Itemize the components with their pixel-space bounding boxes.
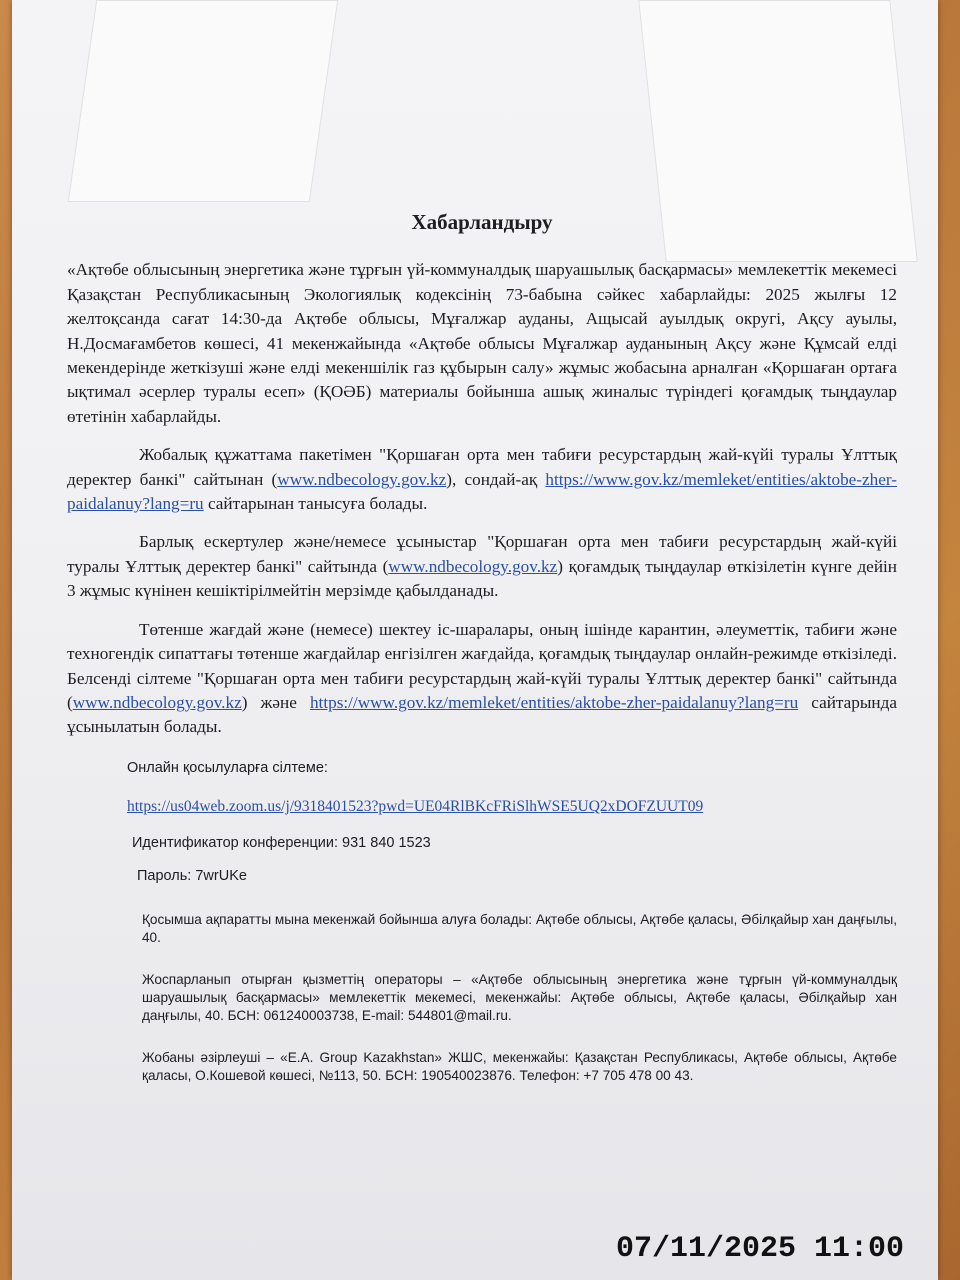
developer-info: Жобаны әзірлеуші – «E.A. Group Kazakhstan» ЖШС, мекенжайы: Қазақстан Республикасы, Ақтөбе облысы, Ақтөбе қаласы, О.Кошевой көшесі, №113, 50. БСН: 190540023876. Телефон: +7 705 478 00 43. bbox=[142, 1050, 897, 1084]
operator-info: Жоспарланып отырған қызметтің операторы – «Ақтөбе облысының энергетика және тұрғын үй-коммуналдық шаруашылық басқармасы» мемлекеттік мекемесі, мекенжайы: Ақтөбе облысы, Ақтөбе қаласы, Әбілқайыр хан даңғылы, 40. БСН: 061240003738, E-mail: 544801@mail.ru. bbox=[142, 972, 897, 1024]
conference-id: Идентификатор конференции: 931 840 1523 bbox=[132, 835, 431, 852]
photo-timestamp: 07/11/2025 11:00 bbox=[615, 1232, 904, 1266]
zoom-row bbox=[67, 795, 897, 819]
tape-strip bbox=[68, 0, 338, 202]
ndbecology-link[interactable]: www.ndbecology.gov.kz bbox=[388, 556, 558, 576]
notice-paper bbox=[12, 0, 938, 1280]
text-span: Төтенше жағдай және (немесе) шектеу іс-шаралары, оның ішінде карантин, әлеуметтік, табиғи және техногендік сипаттағы төтенше жағдайлар енгізілген жағдайда, қоғамдық тыңдаулар онлайн-режимде өткізіледі. Белсенді сілтеме "Қоршаған орта мен табиғи ресурстардың жай-күйі туралы Ұлттық деректер банкі" сайтында ( bbox=[67, 619, 897, 712]
gov-kz-link[interactable]: https://www.gov.kz/memleket/entities/aktobe-zher-paidalanuy?lang=ru bbox=[309, 692, 799, 712]
text-span: ) қоғамдық тыңдаулар өткізілетін күнге дейін 3 жұмыс күнінен кешіктірілмейтін мерзімде қабылданады. bbox=[67, 556, 897, 601]
notice-document bbox=[67, 210, 897, 1085]
text-span: сайтарынан танысуға болады. bbox=[203, 494, 428, 514]
text-span: ) және bbox=[241, 692, 310, 712]
ndbecology-link[interactable]: www.ndbecology.gov.kz bbox=[277, 469, 447, 489]
password: Пароль: 7wrUKe bbox=[137, 868, 247, 885]
intro-paragraph: «Ақтөбе облысының энергетика және тұрғын үй-коммуналдық шаруашылық басқармасы» мемлекеттік мекемесі Қазақстан Республикасының Экологиялық кодексінің 73-бабына сәйкес хабарлайды: 2025 жылғы 12 желтоқсанда сағат 14:30-да Ақтөбе облысы, Мұғалжар ауданы, Ащысай ауылдық округі, Ақсу ауылы, Н.Досмағамбетов көшесі, 41 мекенжайында «Ақтөбе облысы Мұғалжар ауданының Ақсу және Құмсай елді мекендерінде жеткізуші және елді мекеншілік газ құбырын салу» жұмыс жобасына арналған «Қоршаған ортаға ықтимал әсерлер туралы есеп» (ҚОӘБ) материалы бойынша ашық жиналыс түріндегі қоғамдық тыңдаулар өтетінін хабарлайды. bbox=[67, 260, 897, 426]
text-span: сайтарында ұсынылатын болады. bbox=[67, 692, 897, 737]
text-span: ), сондай-ақ bbox=[446, 469, 546, 489]
notice-title: Хабарландыру bbox=[411, 210, 553, 234]
gov-kz-link[interactable]: https://www.gov.kz/memleket/entities/aktobe-zher-paidalanuy?lang=ru bbox=[67, 469, 897, 514]
emergency-paragraph bbox=[67, 618, 897, 740]
online-label: Онлайн қосылуларға сілтеме: bbox=[127, 759, 328, 776]
text-span: Барлық ескертулер және/немесе ұсыныстар "Қоршаған орта мен табиғи ресурстардың жай-күйі туралы Ұлттық деректер банкі" сайтында ( bbox=[67, 532, 897, 576]
comments-paragraph bbox=[67, 530, 897, 603]
documents-paragraph bbox=[67, 443, 897, 516]
zoom-link[interactable]: https://us04web.zoom.us/j/9318401523?pwd=UE04RlBKcFRiSlhWSE5UQ2xDOFZUUT09 bbox=[127, 797, 704, 815]
text-span: Жобалық құжаттама пакетімен "Қоршаған орта мен табиғи ресурстардың жай-күйі туралы Ұлттық деректер банкі" сайтынан ( bbox=[67, 445, 897, 489]
additional-info: Қосымша ақпаратты мына мекенжай бойынша алуға болады: Ақтөбе облысы, Ақтөбе қаласы, Әбілқайыр хан даңғылы, 40. bbox=[142, 912, 897, 946]
ndbecology-link[interactable]: www.ndbecology.gov.kz bbox=[72, 692, 242, 712]
